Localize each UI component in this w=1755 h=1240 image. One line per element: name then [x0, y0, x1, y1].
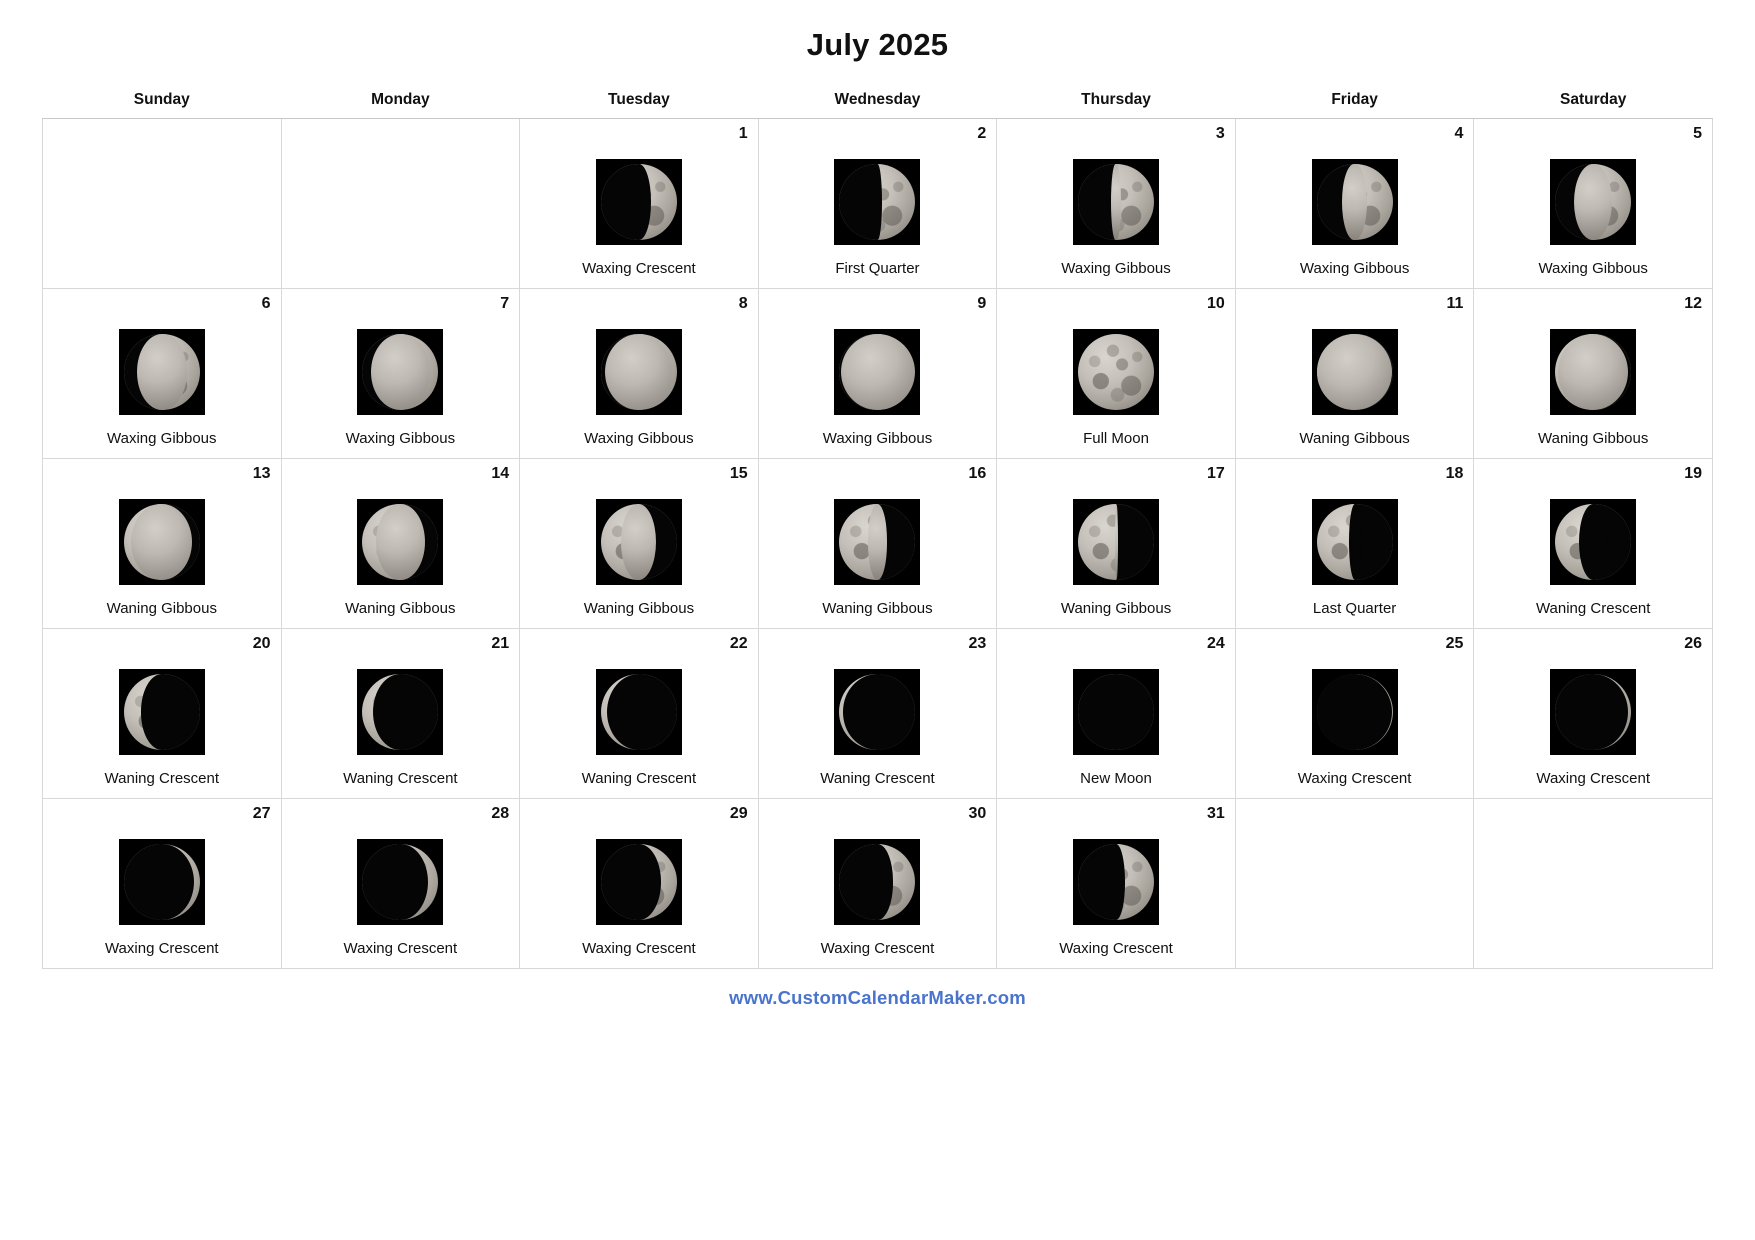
moon-phase-icon	[1073, 669, 1159, 755]
moon-phase-label: First Quarter	[835, 260, 920, 277]
day-number: 7	[500, 295, 510, 312]
moon-phase-icon	[1073, 329, 1159, 415]
moon-phase-icon	[596, 159, 682, 245]
moon-phase-icon	[1550, 329, 1636, 415]
day-cell[interactable]	[758, 799, 997, 969]
moon-phase-label: Waning Gibbous	[345, 600, 456, 617]
day-cell-inner	[759, 459, 997, 628]
day-cell[interactable]	[997, 119, 1236, 289]
day-cell-empty	[1235, 799, 1474, 969]
day-cell-inner	[43, 289, 281, 458]
day-number	[292, 125, 510, 143]
day-cell-inner	[520, 459, 758, 628]
day-cell[interactable]	[997, 799, 1236, 969]
moon-phase-icon	[834, 839, 920, 925]
day-cell[interactable]	[758, 289, 997, 459]
moon-image-wrap	[1246, 143, 1464, 260]
day-number: 17	[1207, 465, 1225, 482]
moon-phase-label: Waxing Gibbous	[345, 430, 456, 447]
moon-phase-label: Waxing Crescent	[1059, 940, 1173, 957]
moon-image-wrap	[1007, 483, 1225, 600]
day-cell[interactable]	[520, 459, 759, 629]
day-cell-inner	[997, 459, 1235, 628]
day-number: 15	[729, 465, 748, 482]
moon-phase-label: Waning Gibbous	[822, 600, 933, 617]
day-cell[interactable]	[281, 459, 520, 629]
day-cell[interactable]	[1235, 289, 1474, 459]
moon-phase-icon	[119, 839, 205, 925]
week-row	[43, 119, 1713, 289]
weekday-header-wednesday: Wednesday	[758, 85, 997, 119]
day-number: 3	[1215, 125, 1225, 142]
moon-image-wrap	[292, 483, 510, 600]
moon-phase-label: Waxing Gibbous	[1061, 260, 1171, 277]
day-cell-inner	[282, 119, 520, 288]
day-cell-inner	[1474, 799, 1712, 968]
moon-image-wrap	[1246, 653, 1464, 770]
moon-phase-label: Waning Crescent	[820, 770, 935, 787]
day-cell-inner	[1236, 289, 1474, 458]
day-number: 1	[738, 125, 748, 142]
day-cell-inner	[520, 119, 758, 288]
day-cell-inner	[1236, 459, 1474, 628]
day-cell-inner	[520, 289, 758, 458]
moon-phase-icon	[1073, 159, 1159, 245]
day-cell-inner	[1474, 289, 1712, 458]
day-cell[interactable]	[997, 459, 1236, 629]
moon-phase-icon	[1312, 329, 1398, 415]
moon-image-wrap	[769, 143, 987, 260]
moon-phase-icon	[119, 499, 205, 585]
day-number: 12	[1684, 295, 1702, 312]
moon-image-wrap	[530, 653, 748, 770]
day-cell-inner	[759, 289, 997, 458]
week-row	[43, 629, 1713, 799]
day-cell[interactable]	[997, 629, 1236, 799]
day-cell[interactable]	[758, 629, 997, 799]
day-cell-inner	[997, 119, 1235, 288]
day-cell-inner	[282, 629, 520, 798]
moon-phase-icon	[834, 329, 920, 415]
moon-phase-icon	[1312, 669, 1398, 755]
day-number: 18	[1445, 465, 1464, 482]
moon-image-wrap	[1484, 143, 1702, 260]
moon-phase-icon	[1550, 499, 1636, 585]
moon-phase-label: Waning Crescent	[581, 770, 697, 787]
day-cell-inner	[1474, 459, 1712, 628]
day-cell[interactable]	[43, 629, 282, 799]
day-cell[interactable]	[281, 289, 520, 459]
day-cell[interactable]	[43, 289, 282, 459]
moon-phase-icon	[834, 669, 920, 755]
moon-phase-icon	[596, 499, 682, 585]
moon-image-wrap	[1007, 823, 1225, 940]
day-cell[interactable]	[43, 459, 282, 629]
moon-phase-icon	[119, 329, 205, 415]
moon-phase-label: Waxing Gibbous	[1299, 260, 1410, 277]
moon-image-wrap	[53, 313, 271, 430]
day-cell[interactable]	[1235, 119, 1474, 289]
moon-phase-label: Waxing Crescent	[1536, 770, 1651, 787]
day-cell-inner	[282, 459, 520, 628]
weekday-header-monday: Monday	[281, 85, 520, 119]
moon-phase-icon	[834, 159, 920, 245]
day-cell[interactable]	[1474, 629, 1713, 799]
moon-image-wrap	[292, 823, 510, 940]
day-number: 8	[738, 295, 748, 312]
day-cell-inner	[43, 119, 281, 288]
day-cell[interactable]	[281, 799, 520, 969]
day-cell[interactable]	[281, 629, 520, 799]
day-cell[interactable]	[1474, 459, 1713, 629]
day-number: 28	[491, 805, 510, 822]
moon-phase-label: Last Quarter	[1312, 600, 1397, 617]
moon-phase-label: Waxing Gibbous	[822, 430, 933, 447]
day-number: 16	[968, 465, 987, 482]
moon-image-wrap	[53, 823, 271, 940]
moon-image-wrap	[292, 313, 510, 430]
footer-link-label: www.CustomCalendarMaker.com	[729, 987, 1026, 1008]
day-number: 25	[1445, 635, 1464, 652]
day-cell[interactable]	[758, 119, 997, 289]
moon-image-wrap	[292, 653, 510, 770]
day-number: 24	[1207, 635, 1225, 652]
day-cell-inner	[759, 629, 997, 798]
moon-image-wrap	[1246, 483, 1464, 600]
day-cell-inner	[1474, 629, 1712, 798]
day-cell[interactable]	[1474, 119, 1713, 289]
month-grid	[42, 85, 1713, 969]
day-cell[interactable]	[520, 799, 759, 969]
day-cell-inner	[43, 629, 281, 798]
day-cell-inner	[1236, 119, 1474, 288]
footer-link[interactable]	[42, 969, 1713, 1009]
weekday-header-friday: Friday	[1235, 85, 1474, 119]
moon-phase-icon	[1312, 499, 1398, 585]
moon-image-wrap	[769, 823, 987, 940]
day-number: 14	[491, 465, 510, 482]
moon-phase-icon	[357, 499, 443, 585]
day-cell-inner	[520, 799, 758, 968]
weekday-header-thursday: Thursday	[997, 85, 1236, 119]
moon-phase-icon	[834, 499, 920, 585]
day-number: 13	[252, 465, 271, 482]
moon-image-wrap	[530, 143, 748, 260]
day-number: 27	[252, 805, 271, 822]
day-cell-inner	[997, 799, 1235, 968]
day-number: 2	[977, 125, 987, 142]
page-title: July 2025	[806, 27, 949, 62]
moon-phase-icon	[119, 669, 205, 755]
day-cell-inner	[43, 459, 281, 628]
moon-image-wrap	[53, 483, 271, 600]
moon-phase-label: New Moon	[1080, 770, 1152, 787]
moon-phase-label: Waning Gibbous	[1299, 430, 1410, 447]
week-row	[43, 289, 1713, 459]
moon-phase-icon	[596, 329, 682, 415]
moon-phase-label: Waning Gibbous	[1538, 430, 1649, 447]
moon-image-wrap	[530, 313, 748, 430]
day-number: 21	[491, 635, 510, 652]
day-number: 6	[261, 295, 271, 312]
day-cell[interactable]	[1474, 289, 1713, 459]
day-cell-empty	[281, 119, 520, 289]
day-cell-inner	[997, 629, 1235, 798]
day-cell-inner	[43, 799, 281, 968]
moon-image-wrap	[1246, 313, 1464, 430]
weekday-header-sunday: Sunday	[43, 85, 282, 119]
moon-phase-label: Full Moon	[1083, 430, 1149, 447]
moon-phase-label: Waxing Crescent	[1297, 770, 1412, 787]
day-number: 20	[252, 635, 271, 652]
day-number	[1484, 805, 1702, 823]
week-row	[43, 799, 1713, 969]
day-number: 23	[968, 635, 987, 652]
day-cell-empty	[1474, 799, 1713, 969]
moon-phase-label: Waning Gibbous	[106, 600, 217, 617]
moon-image-wrap	[530, 823, 748, 940]
moon-image-wrap	[53, 653, 271, 770]
moon-phase-icon	[357, 839, 443, 925]
moon-image-wrap	[1007, 313, 1225, 430]
moon-phase-label: Waxing Crescent	[582, 260, 696, 277]
moon-image-wrap	[1007, 653, 1225, 770]
day-cell[interactable]	[520, 629, 759, 799]
moon-phase-icon	[357, 669, 443, 755]
weekday-header-row	[43, 85, 1713, 119]
day-cell[interactable]	[997, 289, 1236, 459]
moon-phase-icon	[1073, 499, 1159, 585]
moon-image-wrap	[769, 653, 987, 770]
day-number	[53, 125, 271, 143]
day-number: 9	[977, 295, 987, 312]
day-cell-inner	[759, 799, 997, 968]
day-number: 30	[968, 805, 987, 822]
day-number: 5	[1693, 125, 1702, 142]
moon-image-wrap	[769, 313, 987, 430]
moon-phase-label: Waxing Crescent	[343, 940, 458, 957]
day-cell-inner	[282, 289, 520, 458]
moon-phase-label: Waxing Crescent	[104, 940, 219, 957]
moon-image-wrap	[1007, 143, 1225, 260]
day-number	[1246, 805, 1464, 823]
weekday-header-saturday: Saturday	[1474, 85, 1713, 119]
day-number: 4	[1454, 125, 1464, 142]
moon-image-wrap	[1484, 483, 1702, 600]
day-cell[interactable]	[520, 119, 759, 289]
week-row	[43, 459, 1713, 629]
day-cell-inner	[1474, 119, 1712, 288]
day-cell-inner	[282, 799, 520, 968]
moon-phase-label: Waxing Gibbous	[107, 430, 217, 447]
day-cell-inner	[1236, 799, 1474, 968]
moon-phase-label: Waning Crescent	[1535, 600, 1651, 617]
moon-image-wrap	[1484, 653, 1702, 770]
day-number: 29	[729, 805, 748, 822]
day-cell-inner	[520, 629, 758, 798]
moon-phase-label: Waxing Gibbous	[1538, 260, 1648, 277]
day-cell-empty	[43, 119, 282, 289]
moon-phase-icon	[1550, 159, 1636, 245]
moon-image-wrap	[769, 483, 987, 600]
day-cell-inner	[759, 119, 997, 288]
moon-phase-icon	[1312, 159, 1398, 245]
day-cell-inner	[1236, 629, 1474, 798]
day-cell[interactable]	[1235, 459, 1474, 629]
day-cell[interactable]	[43, 799, 282, 969]
day-number: 19	[1684, 465, 1702, 482]
weekday-header-tuesday: Tuesday	[520, 85, 759, 119]
day-number: 11	[1446, 295, 1464, 312]
day-cell[interactable]	[520, 289, 759, 459]
day-cell-inner	[997, 289, 1235, 458]
moon-image-wrap	[530, 483, 748, 600]
moon-phase-label: Waxing Crescent	[582, 940, 696, 957]
moon-phase-icon	[1550, 669, 1636, 755]
day-cell[interactable]	[1235, 629, 1474, 799]
moon-phase-icon	[596, 669, 682, 755]
moon-phase-label: Waning Gibbous	[1060, 600, 1172, 617]
day-number: 26	[1684, 635, 1702, 652]
moon-phase-label: Waning Crescent	[343, 770, 458, 787]
moon-image-wrap	[1484, 313, 1702, 430]
day-number: 22	[729, 635, 748, 652]
day-number: 10	[1207, 295, 1225, 312]
moon-phase-label: Waning Crescent	[104, 770, 220, 787]
moon-phase-icon	[596, 839, 682, 925]
day-cell[interactable]	[758, 459, 997, 629]
moon-phase-icon	[357, 329, 443, 415]
moon-phase-icon	[1073, 839, 1159, 925]
moon-phase-label: Waxing Crescent	[820, 940, 935, 957]
day-number: 31	[1207, 805, 1225, 822]
moon-phase-label: Waxing Gibbous	[584, 430, 694, 447]
moon-phase-label: Waning Gibbous	[583, 600, 695, 617]
